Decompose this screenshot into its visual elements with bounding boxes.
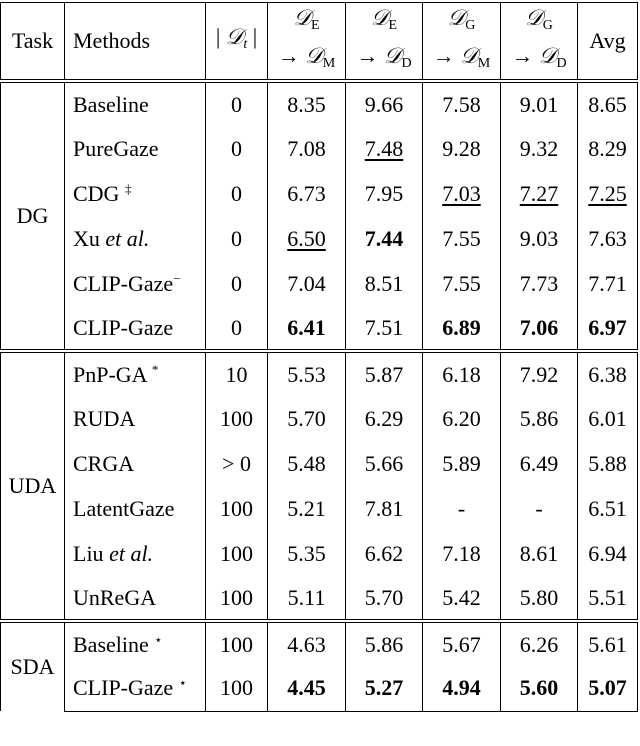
error-value (501, 621, 578, 666)
target-samples: 100 (206, 531, 268, 576)
target-samples: 0 (206, 126, 268, 171)
header-methods: Methods (65, 3, 206, 82)
error-value (501, 171, 578, 216)
error-value (268, 126, 346, 171)
cell-text: 5.60 (519, 675, 559, 701)
method-marker: ‡ (124, 180, 132, 196)
error-value (346, 441, 423, 486)
header-col3-bot: → 𝒟$_M$ (423, 41, 501, 81)
cell-text: 9.03 (519, 225, 559, 251)
method-label: CLIP-Gaze (73, 314, 174, 340)
cell-text: 7.73 (519, 270, 559, 296)
cell-text: 6.26 (519, 631, 559, 657)
method-marker: ⋆ (178, 675, 187, 691)
error-value (268, 486, 346, 531)
table-row (1, 441, 638, 486)
error-value (501, 261, 578, 306)
method-name (65, 486, 206, 531)
error-value (423, 486, 501, 531)
method-name (65, 576, 206, 621)
method-name (65, 306, 206, 351)
cell-text: 7.81 (364, 495, 404, 521)
header-dt: | 𝒟$_t$ | (206, 3, 268, 82)
error-value (346, 666, 423, 711)
cell-text: 6.51 (588, 495, 627, 521)
avg-value (578, 216, 638, 261)
table-row (1, 81, 638, 126)
header-col1-bot: → 𝒟$_M$ (268, 41, 346, 81)
error-value (346, 81, 423, 126)
method-suffix: et al. (109, 540, 154, 566)
cell-text: 5.35 (287, 540, 326, 566)
cell-text: 5.87 (364, 361, 404, 387)
error-value (501, 81, 578, 126)
cell-text: 5.86 (364, 631, 404, 657)
method-name (65, 441, 206, 486)
cell-text: 6.01 (588, 405, 627, 431)
cell-text: 7.03 (442, 180, 481, 206)
cell-text: 7.51 (364, 314, 404, 340)
cell-text: 4.94 (442, 675, 481, 701)
error-value (423, 441, 501, 486)
error-value (268, 396, 346, 441)
error-value (268, 171, 346, 216)
cell-text: 6.49 (519, 450, 559, 476)
cell-text: 6.73 (287, 180, 326, 206)
cell-text: 5.70 (364, 584, 404, 610)
task-label: SDA (1, 621, 65, 711)
header-col1-top: 𝒟$_E$ (268, 3, 346, 42)
method-name (65, 81, 206, 126)
avg-value (578, 171, 638, 216)
error-value (423, 666, 501, 711)
error-value (423, 396, 501, 441)
error-value (423, 81, 501, 126)
method-label: CRGA (73, 450, 135, 476)
error-value (423, 351, 501, 396)
error-value (423, 576, 501, 621)
method-label: Baseline (73, 91, 149, 117)
table-row (1, 531, 638, 576)
cell-text: 5.27 (364, 675, 404, 701)
cell-text: 6.62 (364, 540, 404, 566)
error-value (423, 531, 501, 576)
cell-text: - (457, 495, 466, 521)
error-value (268, 306, 346, 351)
cell-text: 7.55 (442, 225, 481, 251)
error-value (423, 171, 501, 216)
cell-text: 6.29 (364, 405, 404, 431)
table-row (1, 666, 638, 711)
cell-text: 8.65 (588, 91, 627, 117)
cell-text: 7.18 (442, 540, 481, 566)
error-value (268, 351, 346, 396)
cell-text: 7.48 (364, 135, 404, 161)
cell-text: 7.04 (287, 270, 326, 296)
method-name (65, 216, 206, 261)
method-label: Xu (73, 225, 100, 251)
method-name (65, 396, 206, 441)
method-name (65, 261, 206, 306)
target-samples: 100 (206, 486, 268, 531)
method-name (65, 531, 206, 576)
error-value (346, 216, 423, 261)
target-samples: 100 (206, 621, 268, 666)
cell-text: 5.88 (588, 450, 627, 476)
header-row-top (1, 3, 638, 42)
header-avg: Avg (578, 3, 638, 82)
error-value (346, 351, 423, 396)
cell-text: 7.92 (519, 361, 559, 387)
error-value (423, 621, 501, 666)
cell-text: 6.41 (287, 314, 326, 340)
method-label: PnP-GA (73, 361, 147, 387)
target-samples: 0 (206, 216, 268, 261)
method-marker: − (173, 270, 181, 286)
error-value (501, 306, 578, 351)
error-value (346, 306, 423, 351)
target-samples: 0 (206, 261, 268, 306)
method-label: Liu (73, 540, 104, 566)
cell-text: 4.63 (287, 631, 326, 657)
target-samples: > 0 (206, 441, 268, 486)
avg-value (578, 126, 638, 171)
cell-text: 7.71 (588, 270, 627, 296)
method-label: PureGaze (73, 135, 159, 161)
table-row (1, 396, 638, 441)
cell-text: 7.58 (442, 91, 481, 117)
cell-text: 5.66 (364, 450, 404, 476)
table-row (1, 216, 638, 261)
error-value (501, 216, 578, 261)
method-label: UnReGA (73, 584, 157, 610)
error-value (501, 486, 578, 531)
cell-text: - (535, 495, 543, 521)
cell-text: 5.21 (287, 495, 326, 521)
cell-text: 6.38 (588, 361, 627, 387)
cell-text: 7.08 (287, 135, 326, 161)
cell-text: 5.61 (588, 631, 627, 657)
error-value (501, 576, 578, 621)
avg-value (578, 531, 638, 576)
target-samples: 0 (206, 81, 268, 126)
error-value (423, 216, 501, 261)
method-label: RUDA (73, 405, 136, 431)
cell-text: 5.67 (442, 631, 481, 657)
cell-text: 9.32 (519, 135, 559, 161)
method-suffix: et al. (105, 225, 150, 251)
method-label: Baseline (73, 631, 149, 657)
task-label: UDA (1, 351, 65, 621)
error-value (346, 171, 423, 216)
avg-value (578, 621, 638, 666)
header-col2-bot: → 𝒟$_D$ (346, 41, 423, 81)
error-value (501, 666, 578, 711)
error-value (501, 351, 578, 396)
table-row (1, 306, 638, 351)
cell-text: 9.66 (364, 91, 404, 117)
cell-text: 6.50 (287, 225, 326, 251)
error-value (501, 441, 578, 486)
results-table (0, 2, 638, 712)
cell-text: 7.06 (519, 314, 559, 340)
method-name (65, 666, 206, 711)
header-col4-bot: → 𝒟$_D$ (501, 41, 578, 81)
cell-text: 8.51 (364, 270, 404, 296)
avg-value (578, 576, 638, 621)
cell-text: 5.11 (287, 584, 326, 610)
target-samples: 100 (206, 666, 268, 711)
cell-text: 7.63 (588, 225, 627, 251)
table-row (1, 576, 638, 621)
target-samples: 100 (206, 396, 268, 441)
header-col4-top: 𝒟$_G$ (501, 3, 578, 42)
avg-value (578, 81, 638, 126)
avg-value (578, 441, 638, 486)
cell-text: 8.61 (519, 540, 559, 566)
error-value (346, 261, 423, 306)
cell-text: 4.45 (287, 675, 326, 701)
error-value (268, 666, 346, 711)
error-value (268, 216, 346, 261)
error-value (423, 306, 501, 351)
error-value (268, 621, 346, 666)
target-samples: 100 (206, 576, 268, 621)
cell-text: 5.70 (287, 405, 326, 431)
method-name (65, 171, 206, 216)
table-row (1, 171, 638, 216)
method-label: CLIP-Gaze (73, 270, 174, 296)
avg-value (578, 306, 638, 351)
error-value (346, 126, 423, 171)
cell-text: 6.20 (442, 405, 481, 431)
target-samples: 10 (206, 351, 268, 396)
cell-text: 9.01 (519, 91, 559, 117)
method-label: LatentGaze (73, 495, 175, 521)
cell-text: 7.44 (364, 225, 404, 251)
avg-value (578, 666, 638, 711)
table-row (1, 351, 638, 396)
cell-text: 5.86 (519, 405, 559, 431)
table-row (1, 621, 638, 666)
method-label: CDG (73, 180, 120, 206)
cell-text: 5.42 (442, 584, 481, 610)
cell-text: 5.80 (519, 584, 559, 610)
avg-value (578, 486, 638, 531)
error-value (346, 486, 423, 531)
cell-text: 9.28 (442, 135, 481, 161)
method-label: CLIP-Gaze (73, 675, 174, 701)
cell-text: 6.18 (442, 361, 481, 387)
target-samples: 0 (206, 306, 268, 351)
table-row (1, 486, 638, 531)
avg-value (578, 261, 638, 306)
error-value (268, 261, 346, 306)
error-value (423, 261, 501, 306)
error-value (346, 531, 423, 576)
cell-text: 5.51 (588, 584, 627, 610)
method-name (65, 351, 206, 396)
method-marker: ⋆ (154, 631, 163, 647)
method-name (65, 621, 206, 666)
error-value (268, 531, 346, 576)
task-label: DG (1, 81, 65, 351)
error-value (501, 126, 578, 171)
error-value (268, 81, 346, 126)
cell-text: 5.89 (442, 450, 481, 476)
header-col2-top: 𝒟$_E$ (346, 3, 423, 42)
error-value (268, 576, 346, 621)
cell-text: 5.48 (287, 450, 326, 476)
cell-text: 8.35 (287, 91, 326, 117)
header-col3-top: 𝒟$_G$ (423, 3, 501, 42)
cell-text: 8.29 (588, 135, 627, 161)
cell-text: 7.55 (442, 270, 481, 296)
cell-text: 7.27 (519, 180, 559, 206)
cell-text: 6.97 (588, 314, 627, 340)
header-task: Task (1, 3, 65, 82)
error-value (268, 441, 346, 486)
cell-text: 6.94 (588, 540, 627, 566)
error-value (346, 396, 423, 441)
cell-text: 5.07 (588, 675, 627, 701)
cell-text: 7.95 (364, 180, 404, 206)
avg-value (578, 351, 638, 396)
table-row (1, 261, 638, 306)
cell-text: 7.25 (588, 180, 627, 206)
avg-value (578, 396, 638, 441)
cell-text: 5.53 (287, 361, 326, 387)
error-value (346, 576, 423, 621)
cell-text: 6.89 (442, 314, 481, 340)
error-value (501, 396, 578, 441)
target-samples: 0 (206, 171, 268, 216)
table-row (1, 126, 638, 171)
method-marker: * (151, 361, 159, 377)
error-value (346, 621, 423, 666)
error-value (423, 126, 501, 171)
method-name (65, 126, 206, 171)
error-value (501, 531, 578, 576)
